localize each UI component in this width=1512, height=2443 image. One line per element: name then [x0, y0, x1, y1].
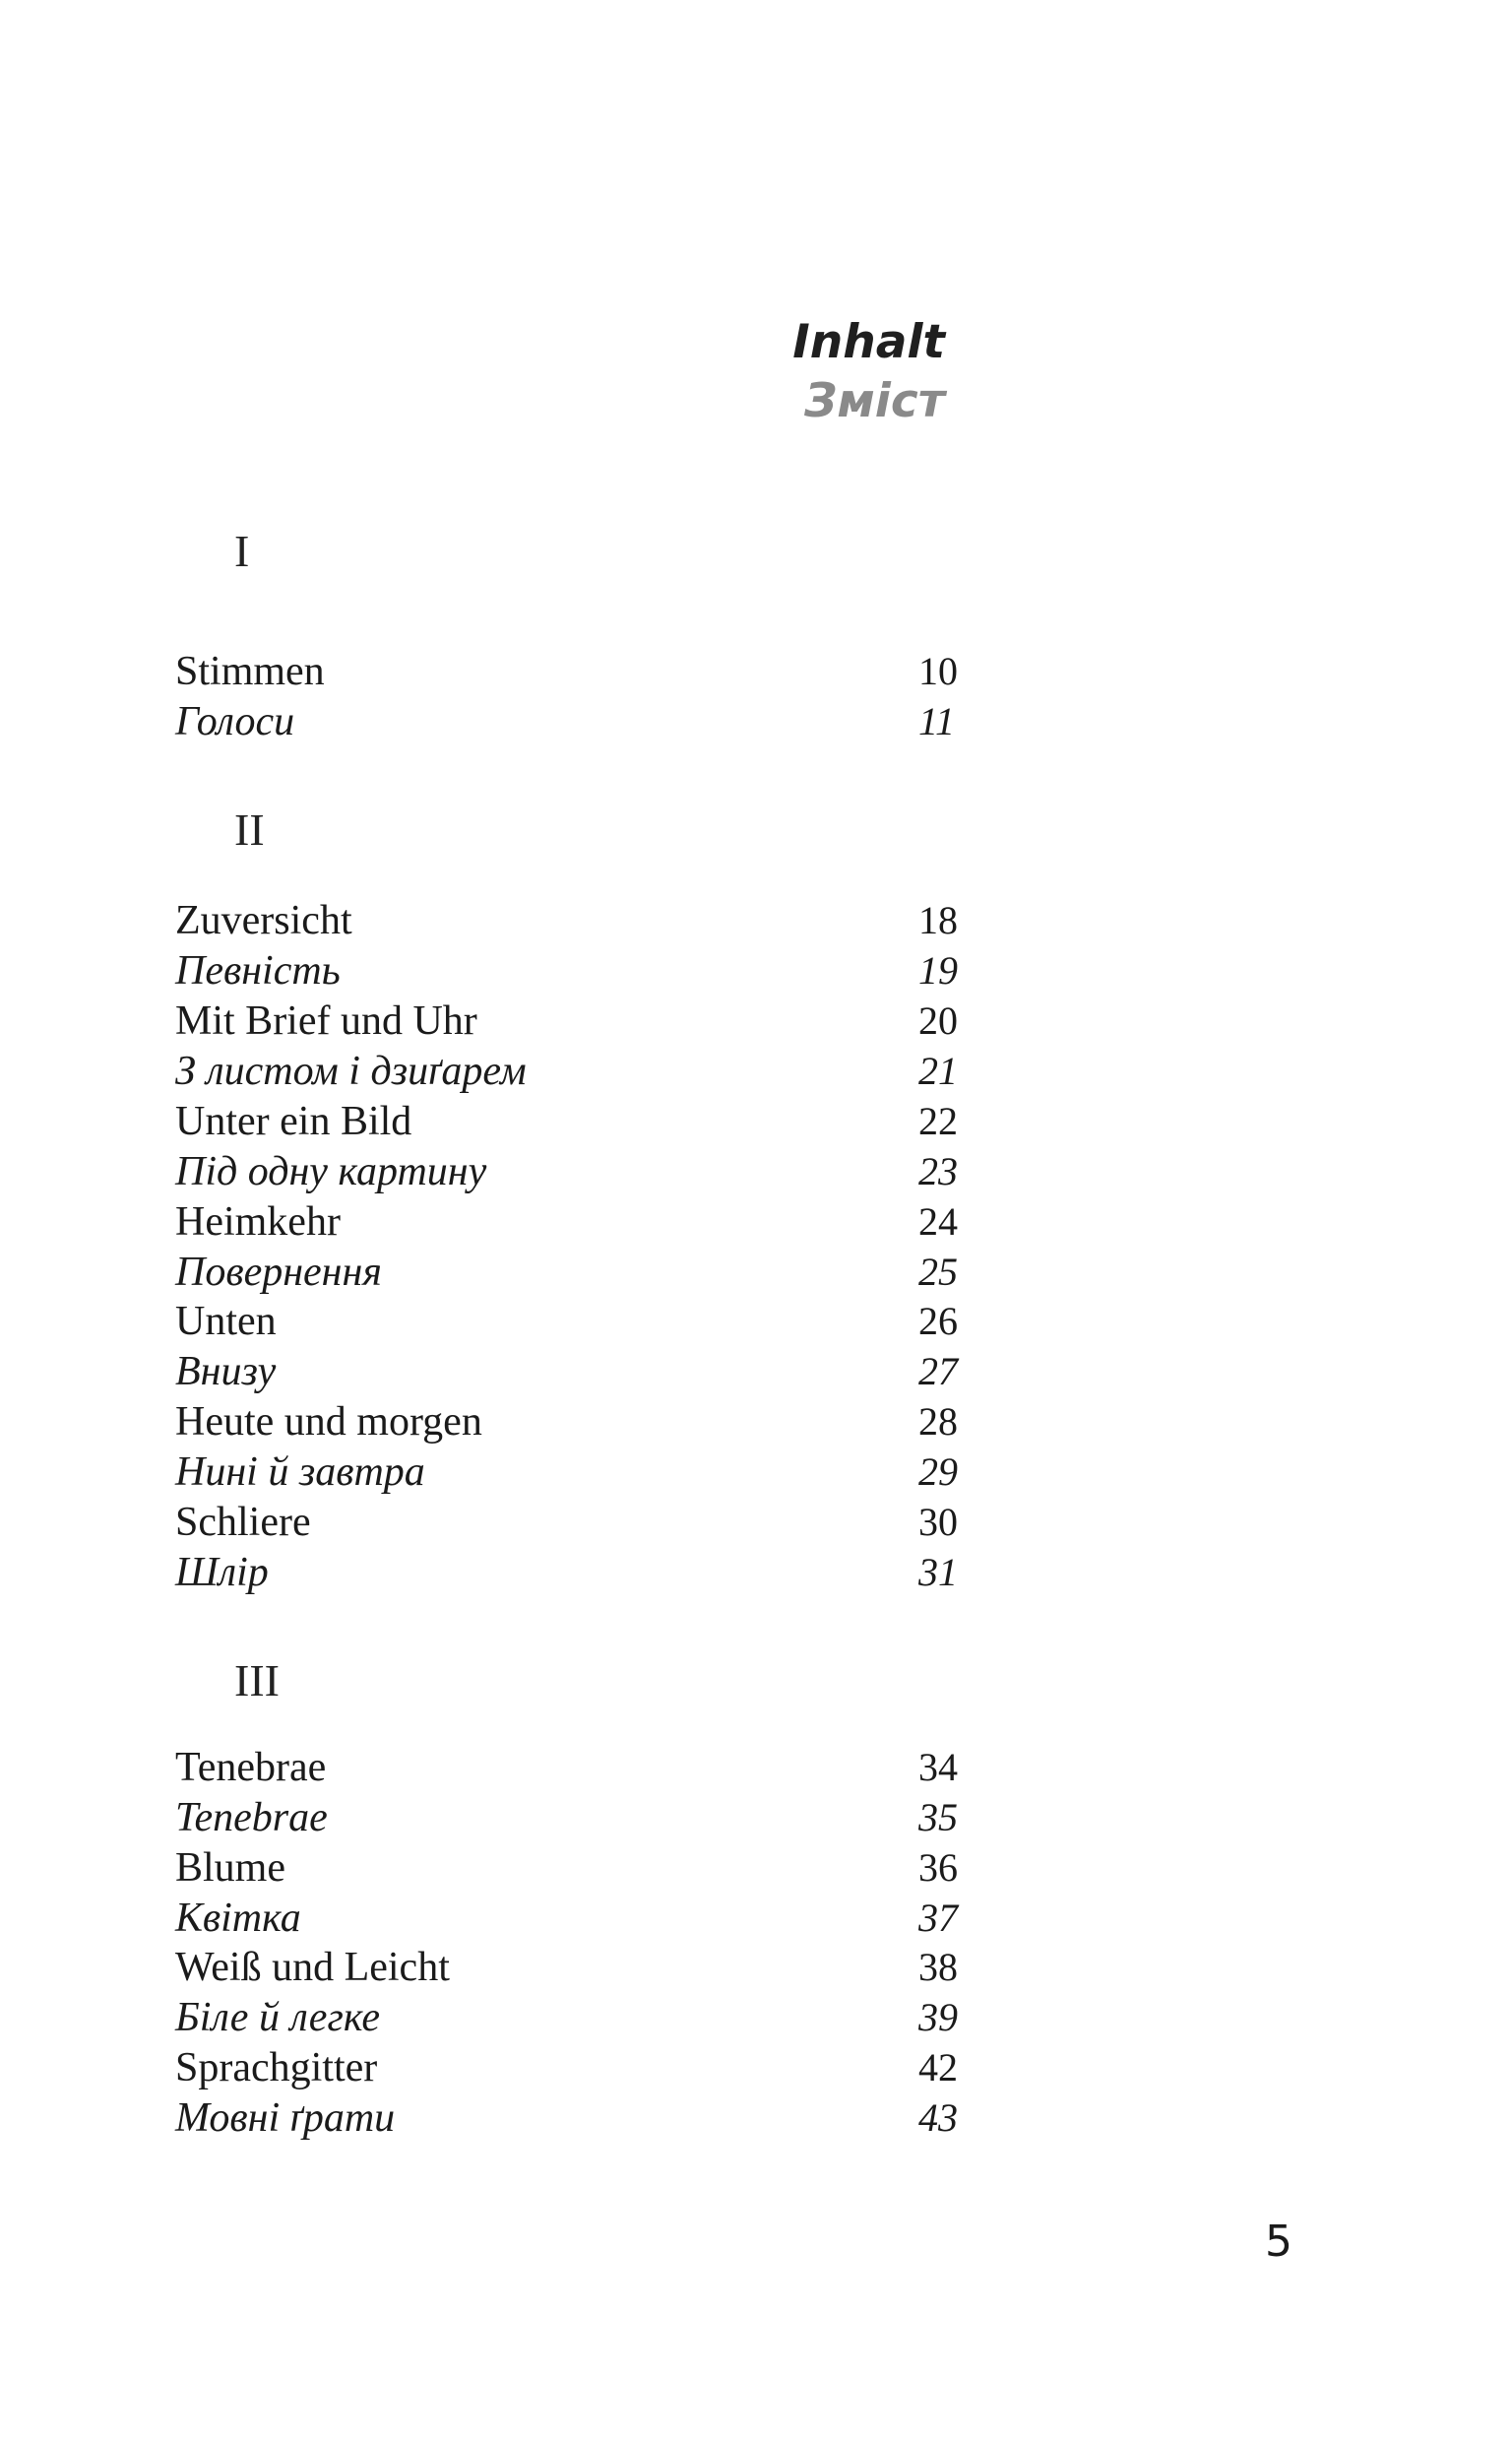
toc-entry-title: Tenebrae: [175, 1745, 327, 1790]
toc-entry[interactable]: [175, 1548, 963, 1597]
toc-entry[interactable]: [175, 1248, 963, 1297]
toc-title-ukrainian: Зміст: [803, 374, 945, 428]
toc-entry-page: 26: [918, 1299, 958, 1343]
toc-entry[interactable]: [175, 1097, 963, 1146]
toc-entry[interactable]: [175, 1297, 963, 1346]
toc-entry-title: Мовні ґрати: [175, 2095, 396, 2141]
toc-entry-title: Heute und morgen: [175, 1399, 482, 1445]
toc-entry-page: 43: [918, 2095, 958, 2140]
toc-entry-title: Unten: [175, 1299, 277, 1344]
toc-entry-page: 25: [918, 1250, 958, 1294]
toc-entry-title: Weiß und Leicht: [175, 1945, 450, 1990]
section-numeral-3: III: [234, 1655, 280, 1705]
toc-entry-title: Під одну картину: [175, 1149, 487, 1194]
toc-entry-page: 31: [918, 1550, 958, 1594]
toc-entry-page: 20: [918, 998, 958, 1043]
toc-heading: [788, 313, 945, 431]
toc-entry-title: Внизу: [175, 1349, 277, 1394]
toc-entry-title: Blume: [175, 1845, 285, 1891]
section-numeral-2: II: [234, 804, 265, 855]
toc-entry[interactable]: [175, 996, 963, 1046]
toc-entry[interactable]: [175, 2043, 963, 2092]
toc-entry[interactable]: [175, 1943, 963, 1992]
toc-entry-page: 35: [918, 1795, 958, 1839]
toc-entry[interactable]: [175, 1993, 963, 2042]
toc-entry-page: 18: [918, 898, 958, 942]
toc-entry-page: 23: [918, 1149, 958, 1193]
toc-entry[interactable]: [175, 946, 963, 996]
toc-entry[interactable]: [175, 1498, 963, 1547]
page-number: 5: [1265, 2217, 1292, 2267]
toc-entry-page: 30: [918, 1500, 958, 1544]
toc-entry-page: 27: [918, 1349, 958, 1393]
toc-entry-title: Unter ein Bild: [175, 1099, 412, 1144]
toc-entry-title: Шлір: [175, 1550, 269, 1595]
toc-entry-title: Квітка: [175, 1896, 301, 1941]
toc-entry-title: Sprachgitter: [175, 2045, 378, 2090]
toc-entry-title: Повернення: [175, 1250, 382, 1295]
toc-entry-page: 21: [918, 1049, 958, 1093]
toc-entry[interactable]: [175, 1447, 963, 1497]
toc-entry-title: Голоси: [175, 699, 295, 744]
toc-entry[interactable]: [175, 647, 963, 696]
toc-entry-page: 39: [918, 1995, 958, 2039]
toc-entry-page: 29: [918, 1449, 958, 1494]
toc-entry-page: 24: [918, 1199, 958, 1244]
toc-entry-title: Heimkehr: [175, 1199, 341, 1245]
toc-entry-page: 34: [918, 1745, 958, 1789]
toc-entry-title: Mit Brief und Uhr: [175, 998, 477, 1044]
toc-entry[interactable]: [175, 1147, 963, 1196]
toc-entry-page: 36: [918, 1845, 958, 1890]
toc-entry[interactable]: [175, 1197, 963, 1247]
toc-entry[interactable]: [175, 1894, 963, 1943]
toc-entry-title: Tenebrae: [175, 1795, 328, 1840]
toc-entry-page: 11: [918, 699, 956, 743]
toc-entry-title: Певність: [175, 948, 341, 994]
toc-entry[interactable]: [175, 1347, 963, 1396]
toc-entry-title: Нині й завтра: [175, 1449, 425, 1495]
toc-entry[interactable]: [175, 1047, 963, 1096]
toc-entry[interactable]: [175, 1843, 963, 1893]
toc-entry-title: Stimmen: [175, 649, 325, 694]
toc-entry-page: 10: [918, 649, 958, 693]
toc-entry[interactable]: [175, 896, 963, 945]
toc-entry-title: З листом і дзиґарем: [175, 1049, 527, 1094]
toc-title-german: Inhalt: [792, 315, 945, 369]
toc-entry-page: 38: [918, 1945, 958, 1989]
toc-entry-title: Zuversicht: [175, 898, 352, 943]
toc-entry[interactable]: [175, 697, 963, 746]
toc-entry[interactable]: [175, 1743, 963, 1792]
toc-entry[interactable]: [175, 1793, 963, 1842]
section-numeral-1: I: [234, 526, 250, 576]
toc-entry-page: 37: [918, 1896, 958, 1940]
toc-entry-page: 28: [918, 1399, 958, 1444]
toc-entry-title: Schliere: [175, 1500, 311, 1545]
toc-entry-title: Біле й легке: [175, 1995, 381, 2040]
toc-entry-page: 22: [918, 1099, 958, 1143]
toc-entry[interactable]: [175, 1397, 963, 1447]
toc-entry[interactable]: [175, 2093, 963, 2143]
toc-entry-page: 42: [918, 2045, 958, 2089]
toc-entry-page: 19: [918, 948, 958, 993]
